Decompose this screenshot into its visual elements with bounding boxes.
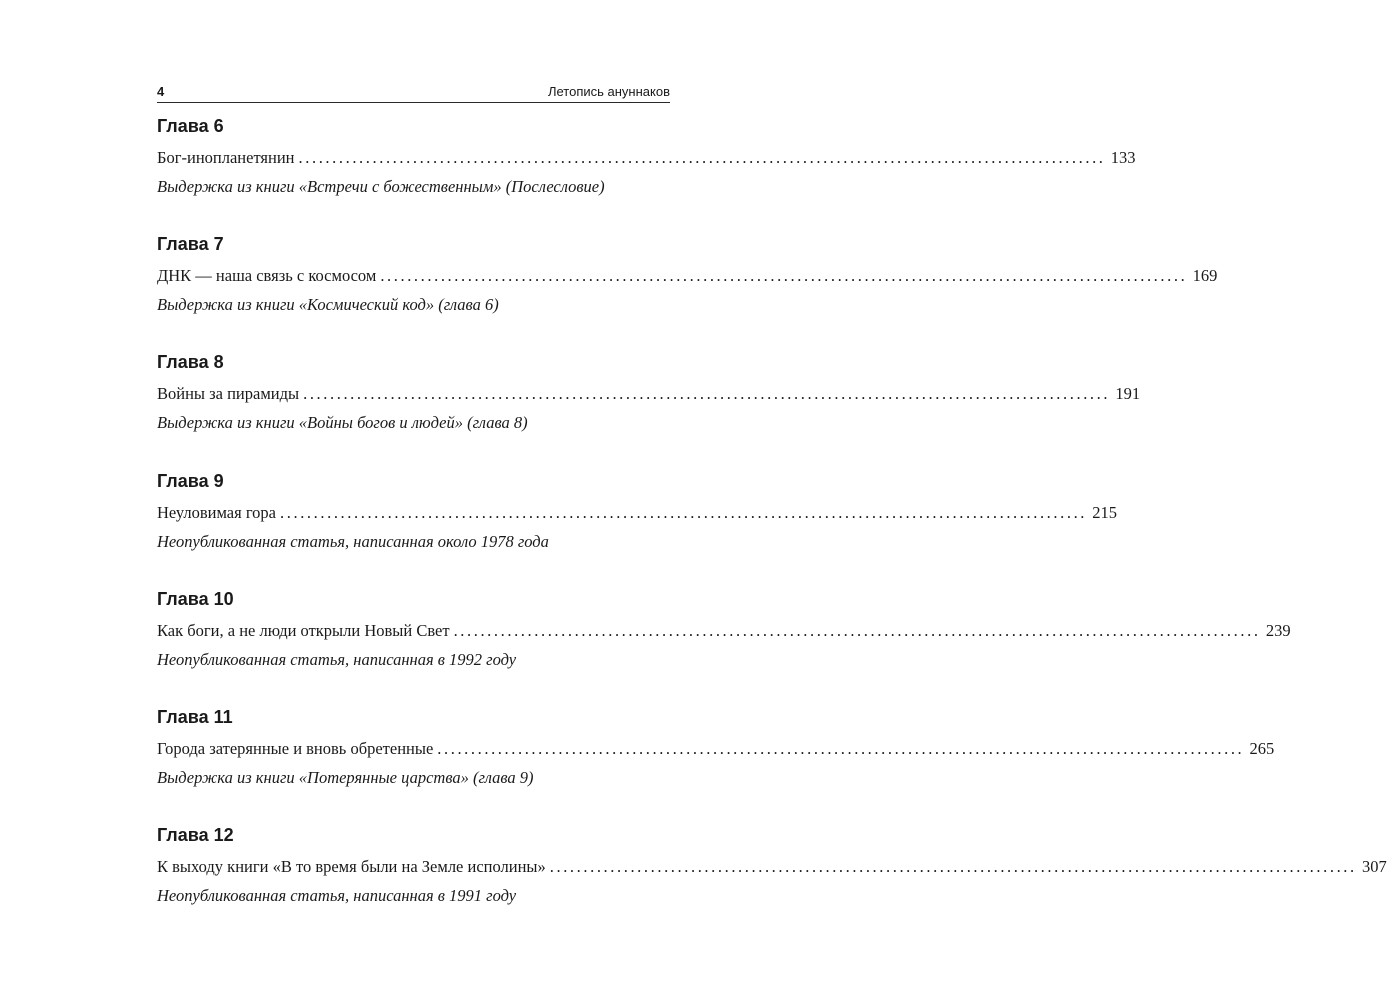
- chapter-heading: Глава 6: [157, 116, 224, 136]
- toc-title: Бог-инопланетянин: [157, 148, 295, 167]
- chapter-entry: [157, 232, 1218, 332]
- toc-title: К выходу книги «В то время были на Земле исполины»: [157, 857, 546, 876]
- book-page: [157, 0, 1387, 1000]
- toc-page-number: 133: [1110, 148, 1136, 167]
- toc-source: Выдержка из книги «Войны богов и людей» (глава 8): [157, 413, 528, 432]
- chapter-entry: [157, 705, 1275, 805]
- chapter-heading: Глава 7: [157, 234, 224, 254]
- toc-title: ДНК — наша связь с космосом: [157, 266, 377, 285]
- page-number: 4: [157, 84, 165, 99]
- toc-source: Выдержка из книги «Космический код» (глава 6): [157, 295, 499, 314]
- dot-leader: ........................................................................................................................: [303, 384, 1111, 403]
- chapter-entry: [157, 114, 1136, 214]
- chapter-heading: Глава 10: [157, 589, 234, 609]
- book-title: Летопись ануннаков: [547, 84, 670, 99]
- chapter-entry: [157, 823, 1387, 923]
- chapter-entry: [157, 469, 1118, 569]
- toc-page-number: 215: [1092, 503, 1118, 522]
- toc-title: Войны за пирамиды: [157, 384, 300, 403]
- toc-line: [157, 856, 1387, 878]
- toc-line: [157, 147, 1136, 169]
- chapter-heading: Глава 11: [157, 707, 233, 727]
- toc-title: Неуловимая гора: [157, 503, 277, 522]
- toc-page-number: 169: [1192, 266, 1218, 285]
- toc-title: Города затерянные и вновь обретенные: [157, 739, 434, 758]
- toc-page-number: 191: [1115, 384, 1141, 403]
- toc-page-number: 239: [1265, 621, 1291, 640]
- dot-leader: ........................................................................................................................: [298, 148, 1106, 167]
- toc-source: Выдержка из книги «Потерянные царства» (глава 9): [157, 768, 534, 787]
- toc-line: [157, 502, 1118, 524]
- toc-source: Неопубликованная статья, написанная в 1992 году: [157, 650, 517, 669]
- chapter-heading: Глава 8: [157, 352, 224, 372]
- toc-source: Выдержка из книги «Встречи с божественным» (Послесловие): [157, 177, 605, 196]
- toc-line: [157, 738, 1275, 760]
- chapter-entry: [157, 350, 1141, 450]
- toc-line: [157, 620, 1291, 642]
- toc-page-number: 307: [1362, 857, 1387, 876]
- toc-line: [157, 265, 1218, 287]
- chapter-heading: Глава 9: [157, 471, 224, 491]
- dot-leader: ........................................................................................................................: [549, 857, 1357, 876]
- chapter-entry: [157, 587, 1291, 687]
- toc-title: Как боги, а не люди открыли Новый Свет: [157, 621, 450, 640]
- dot-leader: ........................................................................................................................: [453, 621, 1261, 640]
- dot-leader: ........................................................................................................................: [380, 266, 1188, 285]
- toc-source: Неопубликованная статья, написанная в 1991 году: [157, 886, 517, 905]
- dot-leader: ........................................................................................................................: [280, 503, 1088, 522]
- dot-leader: ........................................................................................................................: [437, 739, 1245, 758]
- toc-line: [157, 383, 1141, 405]
- toc-source: Неопубликованная статья, написанная около 1978 года: [157, 532, 549, 551]
- toc-page-number: 265: [1249, 739, 1275, 758]
- chapter-heading: Глава 12: [157, 825, 234, 845]
- running-head: [157, 82, 670, 103]
